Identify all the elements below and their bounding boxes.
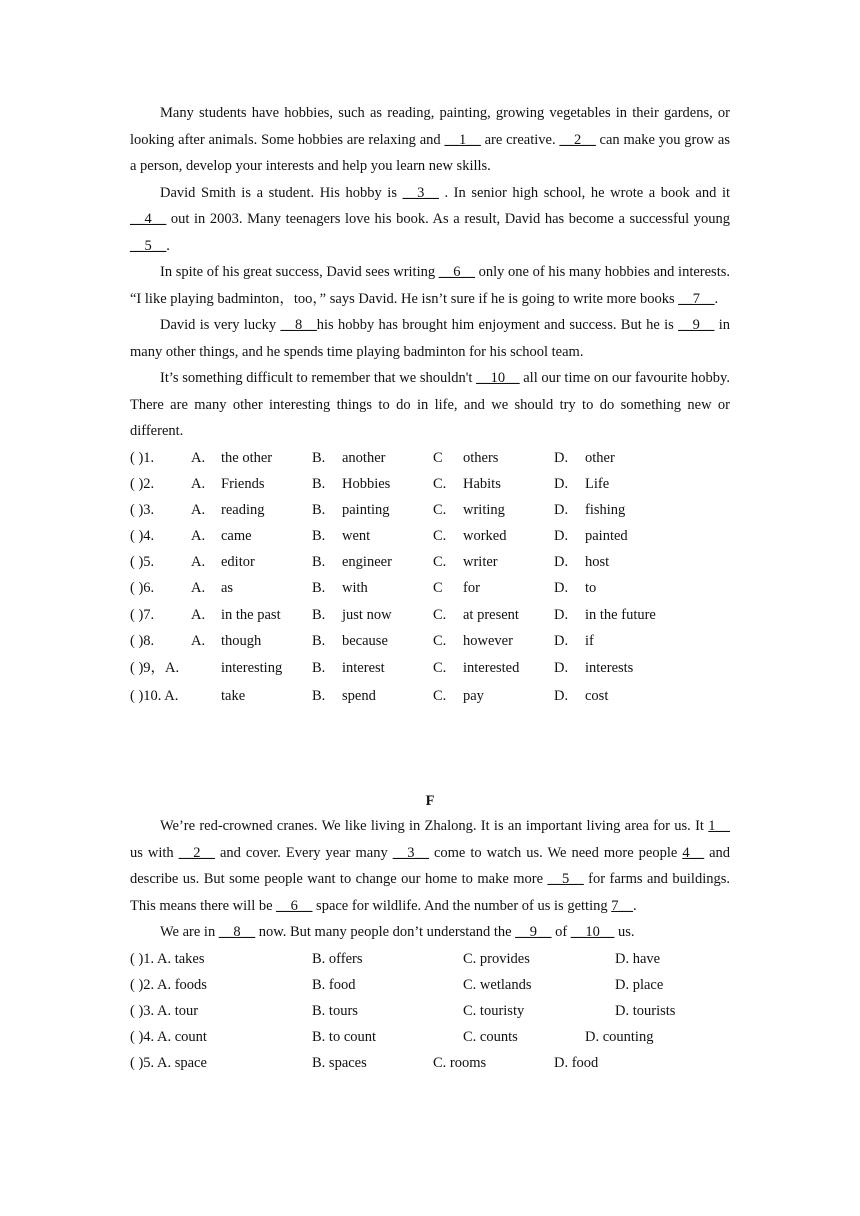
option-b: just now (342, 606, 392, 623)
answer-blank[interactable]: __9__ (678, 317, 715, 333)
option-a: reading (221, 501, 265, 518)
option-d: D. tourists (615, 1002, 676, 1019)
option-c: pay (463, 688, 484, 704)
option-d-letter: D. (554, 688, 569, 704)
option-a-letter: A. (191, 475, 206, 492)
option-c: worked (463, 528, 507, 545)
option-a-letter: A. (191, 449, 206, 466)
text-run: . (714, 290, 719, 307)
text-run: come to watch us. We need more people (428, 844, 683, 861)
paragraph (130, 365, 730, 445)
option-d: D. food (554, 1055, 599, 1072)
answer-blank[interactable]: __2__ (178, 844, 215, 861)
question-row[interactable] (130, 445, 730, 471)
option-b: engineer (342, 554, 392, 571)
option-c-letter: C. (433, 475, 447, 492)
question-number: ( )7. (130, 606, 155, 623)
question-row[interactable] (130, 998, 730, 1024)
option-b: B. offers (312, 950, 363, 967)
question-number: ( )8. (130, 632, 155, 649)
option-c-letter: C (433, 449, 443, 466)
text-run: We are in (160, 924, 219, 940)
question-row[interactable] (130, 946, 730, 972)
option-d: to (585, 580, 597, 597)
question-number: ( )2. (130, 475, 155, 492)
question-row[interactable] (130, 972, 730, 998)
option-d: interests (585, 660, 634, 676)
section-f-title: F (425, 793, 435, 809)
option-c: writing (463, 501, 505, 518)
option-b: with (342, 580, 368, 597)
option-a: though (221, 632, 262, 649)
option-d-letter: D. (554, 554, 569, 571)
option-a: the other (221, 449, 273, 466)
option-b-letter: B. (312, 528, 326, 545)
text-run: of (551, 924, 571, 940)
option-a-letter: A. (191, 528, 206, 545)
text-run: and cover. Every year many (214, 844, 393, 861)
answer-blank[interactable]: __3__ (402, 184, 439, 201)
question-row[interactable] (130, 682, 730, 710)
option-c: Habits (463, 475, 501, 492)
text-run: all our time on our favourite hobby. There are many other interesting things to do in life, and we should try to do something new or different. (130, 370, 730, 439)
option-c: for (463, 580, 480, 597)
question-row[interactable] (130, 1024, 730, 1050)
question-row[interactable] (130, 654, 730, 682)
option-c-letter: C. (433, 632, 447, 649)
text-run: David is very lucky (160, 317, 281, 333)
option-c: writer (463, 554, 498, 571)
option-d-letter: D. (554, 580, 569, 597)
answer-blank[interactable]: __4__ (130, 211, 167, 227)
option-c-letter: C. (433, 688, 447, 704)
text-run: We’re red-crowned cranes. We like living in Zhalong. It is an important living area for us. It (160, 818, 709, 834)
answer-blank[interactable]: __2__ (559, 131, 596, 148)
option-d: D. have (615, 950, 661, 967)
text-run: can make you grow as a person, develop your interests and help you learn new skills. (130, 131, 730, 174)
option-c-letter: C. (433, 554, 447, 571)
question-number: ( )1. (130, 449, 155, 466)
option-b-letter: B. (312, 501, 326, 518)
option-d: painted (585, 528, 628, 545)
answer-blank[interactable]: 1__ (708, 818, 730, 834)
option-c-letter: C. (433, 660, 447, 676)
answer-blank[interactable]: __1__ (444, 131, 481, 148)
option-a: in the past (221, 606, 281, 623)
option-b: interest (342, 660, 385, 676)
option-b-letter: B. (312, 688, 326, 704)
option-d-letter: D. (554, 528, 569, 545)
answer-blank[interactable]: __10__ (570, 924, 615, 940)
question-number-option-a: ( )3. A. tour (130, 1002, 199, 1019)
text-run: David Smith is a student. His hobby is (160, 184, 403, 201)
option-b-letter: B. (312, 475, 326, 492)
option-c-letter: C. (433, 528, 447, 545)
passage-e-text (130, 100, 730, 445)
question-number-option-a: ( )4. A. count (130, 1029, 207, 1046)
option-b-letter: B. (312, 554, 326, 571)
passage-f (130, 813, 730, 1076)
text-run: Many students have hobbies, such as reading, painting, growing vegetables in their gardens, or looking after animals. Some hobbies are relaxing and (130, 105, 730, 148)
question-number: ( )3. (130, 501, 155, 518)
option-b-letter: B. (312, 660, 326, 676)
option-d-letter: D. (554, 660, 569, 676)
option-d: host (585, 554, 610, 571)
answer-blank[interactable]: __5__ (547, 871, 584, 887)
option-d: in the future (585, 606, 656, 623)
option-c-letter: C (433, 580, 443, 597)
option-d-letter: D. (554, 475, 569, 492)
option-d: cost (585, 688, 609, 704)
option-c: at present (463, 606, 519, 623)
paragraph (130, 180, 730, 260)
answer-blank[interactable]: __8__ (280, 317, 317, 333)
text-run: space for wildlife. And the number of us is getting (312, 897, 612, 914)
question-row[interactable] (130, 575, 730, 601)
paragraph (130, 100, 730, 180)
question-row[interactable] (130, 602, 730, 628)
option-c: C. wetlands (463, 976, 532, 993)
option-a: Friends (221, 475, 265, 492)
question-number: ( )4. (130, 528, 155, 545)
option-d-letter: D. (554, 501, 569, 518)
question-number: ( )9，A. (130, 660, 180, 676)
option-b: Hobbies (342, 475, 391, 492)
question-row[interactable] (130, 471, 730, 497)
passage-e-questions (130, 445, 730, 711)
answer-blank[interactable]: __10__ (476, 370, 520, 386)
answer-blank[interactable]: __6__ (276, 897, 313, 914)
text-run: It’s something difficult to remember that we shouldn't (160, 370, 477, 386)
option-d: D. counting (585, 1029, 654, 1046)
option-a-letter: A. (191, 606, 206, 623)
text-run: . (632, 897, 637, 914)
option-a-letter: A. (191, 632, 206, 649)
option-a-letter: A. (191, 501, 206, 518)
question-number: ( )6. (130, 580, 155, 597)
option-c: however (463, 632, 513, 649)
option-b: because (342, 632, 388, 649)
option-a: came (221, 528, 252, 545)
option-b: spend (342, 688, 376, 704)
question-number-option-a: ( )5. A. space (130, 1055, 207, 1072)
question-row[interactable] (130, 497, 730, 523)
option-c-letter: C. (433, 501, 447, 518)
option-d-letter: D. (554, 632, 569, 649)
passage-f-text (130, 813, 730, 946)
option-a: editor (221, 554, 255, 571)
option-d: Life (585, 475, 610, 492)
text-run: now. But many people don’t understand the (255, 924, 516, 940)
paragraph (130, 919, 730, 946)
question-number-option-a: ( )2. A. foods (130, 976, 207, 993)
option-b-letter: B. (312, 632, 326, 649)
answer-blank[interactable]: 4__ (682, 844, 705, 861)
option-a: take (221, 688, 246, 704)
answer-blank[interactable]: __6__ (438, 264, 475, 280)
option-c: others (463, 449, 499, 466)
question-number-option-a: ( )1. A. takes (130, 950, 205, 967)
question-row[interactable] (130, 628, 730, 654)
option-d: D. place (615, 976, 664, 993)
answer-blank[interactable]: __5__ (130, 237, 167, 254)
option-c: C. rooms (433, 1055, 487, 1072)
text-run: for farms and buildings. This means there will be (130, 871, 730, 914)
text-run: . In senior high school, he wrote a book and it (438, 184, 730, 201)
question-row[interactable] (130, 523, 730, 549)
text-run: . (166, 237, 170, 254)
option-c: C. provides (463, 950, 530, 967)
question-row[interactable] (130, 549, 730, 575)
option-b: B. food (312, 976, 356, 993)
text-run: out in 2003. Many teenagers love his book. As a result, David has become a successful young (166, 211, 730, 227)
text-run: only one of his many hobbies and interests. “I like playing badminton，too，” says David. He isn’t sure if he is going to write more books (130, 264, 730, 307)
text-run: his hobby has brought him enjoyment and success. But he is (316, 317, 679, 333)
option-d-letter: D. (554, 449, 569, 466)
option-a: as (221, 580, 234, 597)
option-b-letter: B. (312, 449, 326, 466)
passage-e (130, 100, 730, 710)
text-run: us. (614, 924, 635, 940)
passage-f-questions (130, 946, 730, 1077)
option-b: B. tours (312, 1002, 358, 1019)
option-c-letter: C. (433, 606, 447, 623)
option-d: other (585, 449, 615, 466)
option-d-letter: D. (554, 606, 569, 623)
option-b: B. spaces (312, 1055, 367, 1072)
answer-blank[interactable]: __9__ (515, 924, 552, 940)
answer-blank[interactable]: 7__ (611, 897, 633, 914)
paragraph (130, 813, 730, 919)
question-number: ( )5. (130, 554, 155, 571)
paragraph (130, 259, 730, 312)
option-b-letter: B. (312, 606, 326, 623)
option-b: another (342, 449, 386, 466)
option-d: if (585, 632, 594, 649)
paragraph (130, 312, 730, 365)
option-b-letter: B. (312, 580, 326, 597)
text-run: us with (130, 844, 179, 861)
text-run: In spite of his great success, David sees writing (160, 264, 439, 280)
option-c: interested (463, 660, 520, 676)
option-b: painting (342, 501, 390, 518)
option-d: fishing (585, 501, 626, 518)
question-row[interactable] (130, 1050, 730, 1076)
option-c: C. touristy (463, 1002, 525, 1019)
option-a: interesting (221, 660, 283, 676)
text-run: are creative. (480, 131, 560, 148)
option-c: C. counts (463, 1029, 518, 1046)
answer-blank[interactable]: __3__ (392, 844, 429, 861)
answer-blank[interactable]: __7__ (678, 290, 715, 307)
text-run: in many other things, and he spends time playing badminton for his school team. (130, 317, 730, 360)
answer-blank[interactable]: __8__ (218, 924, 256, 940)
option-b: B. to count (312, 1029, 377, 1046)
text-run: and describe us. But some people want to change our home to make more (130, 844, 731, 887)
option-a-letter: A. (191, 554, 206, 571)
question-number: ( )10. A. (130, 688, 179, 704)
option-b: went (342, 528, 371, 545)
option-a-letter: A. (191, 580, 206, 597)
